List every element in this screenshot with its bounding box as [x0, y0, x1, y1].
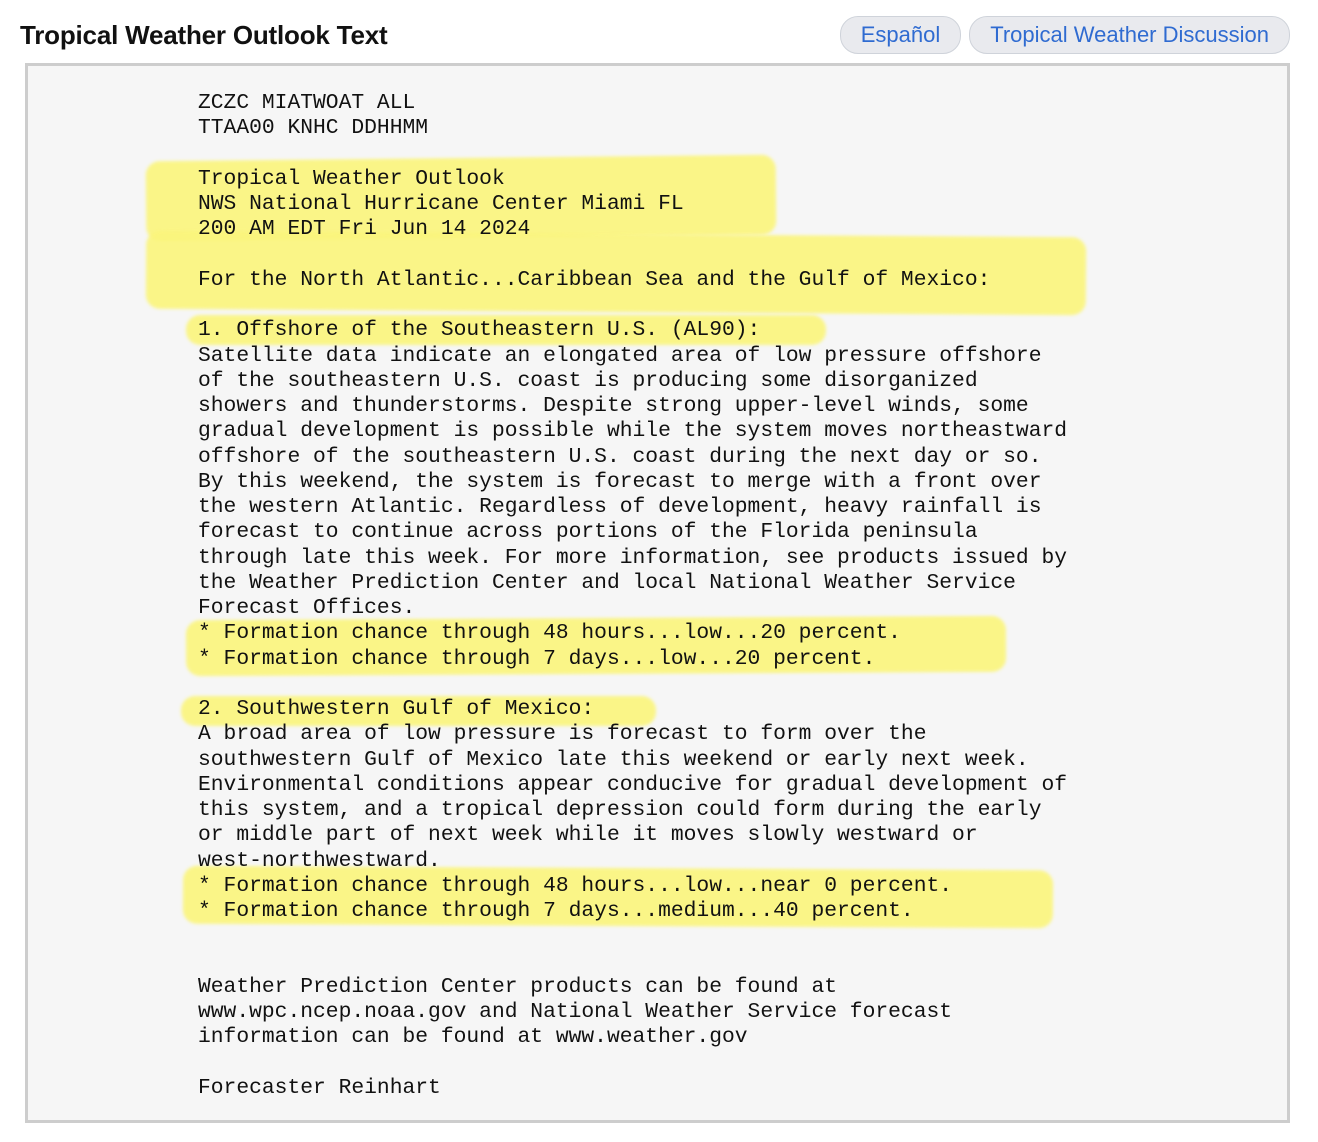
footer-line: www.wpc.ncep.noaa.gov and National Weather Service forecast: [198, 1000, 953, 1024]
system2-line: west-northwestward.: [198, 848, 441, 873]
footer-line: Weather Prediction Center products can be found at: [198, 974, 838, 999]
system2-title: 2. Southwestern Gulf of Mexico:: [198, 697, 595, 721]
page-title: Tropical Weather Outlook Text: [20, 20, 388, 50]
system2-line: southwestern Gulf of Mexico late this weekend or early next week.: [198, 747, 1029, 772]
system1-chance-7d: * Formation chance through 7 days...low...20 percent.: [198, 646, 876, 671]
product-header-line: TTAA00 KNHC DDHHMM: [198, 116, 429, 141]
system2-line: A broad area of low pressure is forecast to form over the: [198, 722, 927, 747]
outlook-text: [198, 91, 1067, 1101]
header-tabs: [840, 16, 1290, 54]
system1-line: forecast to continue across portions of the Florida peninsula: [198, 520, 978, 545]
product-header-line: ZCZC MIATWOAT ALL: [198, 91, 416, 115]
system1-line: gradual development is possible while the system moves northeastward: [198, 419, 1068, 444]
system1-line: through late this week. For more information, see products issued by: [198, 545, 1068, 570]
region-line: For the North Atlantic...Caribbean Sea and the Gulf of Mexico:: [198, 267, 991, 292]
system1-line: Forecast Offices.: [198, 596, 416, 620]
footer-line: information can be found at www.weather.gov: [198, 1025, 748, 1050]
system2-line: Environmental conditions appear conducive for gradual development of: [198, 772, 1068, 797]
forecaster: Forecaster Reinhart: [198, 1075, 441, 1100]
system2-line: or middle part of next week while it moves slowly westward or: [198, 823, 978, 848]
issuing-office: NWS National Hurricane Center Miami FL: [198, 192, 684, 216]
system2-line: this system, and a tropical depression could form during the early: [198, 798, 1042, 822]
system1-line: offshore of the southeastern U.S. coast during the next day or so.: [198, 444, 1042, 469]
system1-line: the Weather Prediction Center and local National Weather Service: [198, 570, 1016, 595]
issue-time: 200 AM EDT Fri Jun 14 2024: [198, 217, 531, 242]
system2-chance-7d: * Formation chance through 7 days...medium...40 percent.: [198, 899, 914, 923]
system1-line: the western Atlantic. Regardless of development, heavy rainfall is: [198, 495, 1042, 519]
tropical-weather-discussion-button[interactable]: Tropical Weather Discussion: [969, 16, 1290, 54]
system2-chance-48h: * Formation chance through 48 hours...low...near 0 percent.: [198, 873, 953, 898]
system1-line: showers and thunderstorms. Despite strong upper-level winds, some: [198, 394, 1029, 418]
system1-line: of the southeastern U.S. coast is producing some disorganized: [198, 368, 978, 393]
product-name: Tropical Weather Outlook: [198, 166, 505, 191]
system1-line: By this weekend, the system is forecast to merge with a front over: [198, 469, 1042, 494]
system1-title: 1. Offshore of the Southeastern U.S. (AL90):: [198, 318, 761, 343]
system1-chance-48h: * Formation chance through 48 hours...low...20 percent.: [198, 621, 901, 646]
system1-line: Satellite data indicate an elongated area of low pressure offshore: [198, 343, 1042, 368]
espanol-button[interactable]: Español: [840, 16, 962, 54]
outlook-text-box: [25, 63, 1290, 1123]
